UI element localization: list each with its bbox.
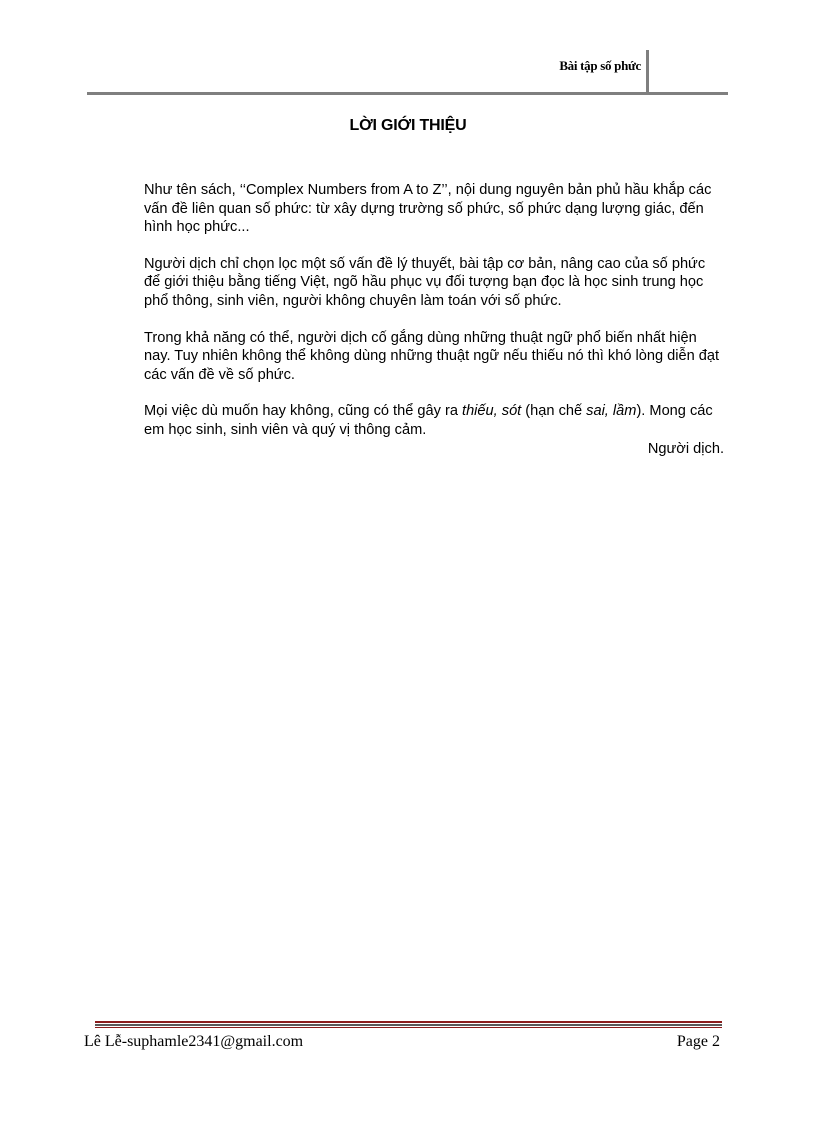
paragraph-1: Như tên sách, ‘‘Complex Numbers from A to Z’’, nội dung nguyên bản phủ hầu khắp các vấn đề liên quan số phức: từ xây dựng trường số phức, số phức dạng lượng giác, đến hình học phức... [144,182,712,236]
paragraph-4-italic-2: sai, lầm [586,403,637,420]
footer-author-email: Lê Lễ-suphamle2341@gmail.com [84,1033,304,1050]
page-title: LỜI GIỚI THIỆU [349,117,467,134]
paragraph-2: Người dịch chỉ chọn lọc một số vấn đề lý thuyết, bài tập cơ bản, nâng cao của số phức để giới thiệu bằng tiếng Việt, ngõ hầu phục vụ đối tượng bạn đọc là học sinh trung học phổ thông, sinh viên, người không chuyên làm toán với số phức. [144,255,706,309]
paragraph-4-part-1: Mọi việc dù muốn hay không, cũng có thể gây ra [144,403,463,420]
body-text [144,181,724,476]
paragraph-3: Trong khả năng có thể, người dịch cố gắng dùng những thuật ngữ phổ biến nhất hiện nay. Tuy nhiên không thể không dùng những thuật ngữ nếu thiếu nó thì khó lòng diễn đạt các vấn đề về số phức. [144,329,720,383]
page-number: Page 2 [676,1033,720,1050]
paragraph-4 [144,402,724,439]
signature: Người dịch. [647,440,724,457]
paragraph-4-part-2: (hạn chế [521,403,587,420]
footer-rule-top [95,1021,722,1023]
paragraph-4-part-3: ). Mong các em học sinh, sinh viên và quý vị thông cảm. [144,403,713,438]
header-vertical-bar [646,50,649,93]
header-rule [87,92,728,95]
running-header-title: Bài tập số phức [559,58,641,73]
paragraph-4-italic-1: thiếu, sót [462,403,522,420]
footer-rule-bottom [95,1027,722,1028]
footer-rule-middle [95,1024,722,1026]
